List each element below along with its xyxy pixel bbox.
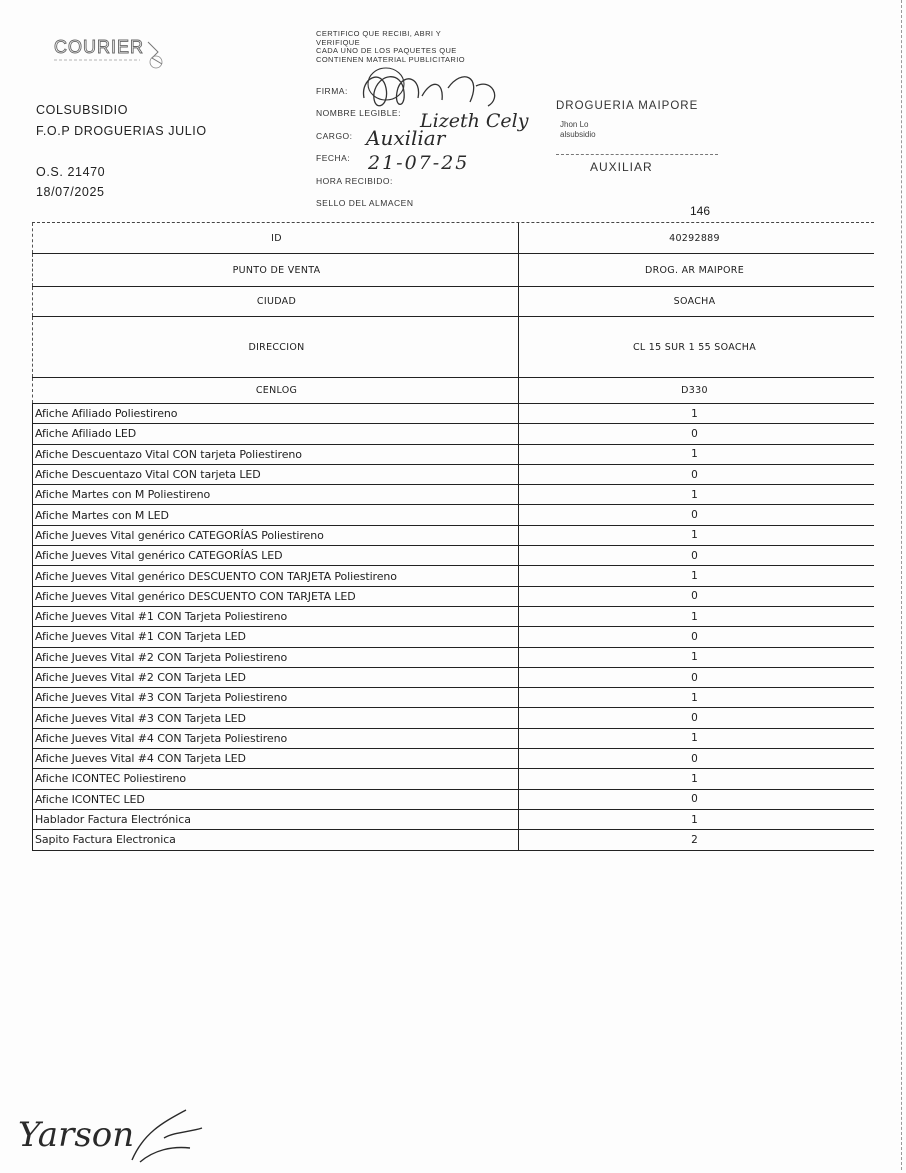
item-row [32, 627, 874, 647]
item-row [32, 769, 874, 789]
item-name: Afiche Jueves Vital #2 CON Tarjeta LED [32, 668, 519, 687]
item-qty: 1 [691, 448, 698, 461]
company-name: COLSUBSIDIO [36, 103, 129, 117]
package-count: 146 [690, 204, 711, 218]
footer-signature-graphic [14, 1102, 214, 1168]
info-row [32, 378, 874, 404]
item-name: Afiche Jueves Vital genérico CATEGORÍAS LED [32, 546, 519, 565]
item-row [32, 424, 874, 444]
courier-logo-graphic [52, 34, 174, 74]
item-qty: 0 [691, 509, 698, 522]
item-row [32, 465, 874, 485]
info-value: 40292889 [669, 232, 720, 244]
item-qty: 1 [691, 691, 698, 704]
info-label: DIRECCION [32, 317, 519, 377]
item-name: Afiche Descuentazo Vital CON tarjeta LED [32, 465, 519, 484]
item-name: Afiche Jueves Vital #4 CON Tarjeta Poliestireno [32, 729, 519, 748]
item-row [32, 485, 874, 505]
item-qty: 1 [691, 529, 698, 542]
info-row [32, 223, 874, 254]
item-name: Afiche Jueves Vital #3 CON Tarjeta Poliestireno [32, 688, 519, 707]
delivery-table [32, 222, 874, 851]
nombre-label: NOMBRE LEGIBLE: [316, 108, 401, 118]
item-name: Afiche ICONTEC Poliestireno [32, 769, 519, 788]
info-value: SOACHA [673, 296, 716, 307]
stamp-divider [556, 154, 718, 155]
sello-label: SELLO DEL ALMACEN [316, 198, 414, 208]
info-value: CL 15 SUR 1 55 SOACHA [632, 341, 757, 353]
hora-label: HORA RECIBIDO: [316, 176, 393, 186]
item-qty: 1 [691, 407, 698, 420]
item-qty: 1 [691, 813, 698, 826]
item-row [32, 505, 874, 525]
item-qty: 0 [691, 427, 698, 440]
item-name: Sapito Factura Electronica [32, 830, 519, 849]
item-name: Afiche Jueves Vital genérico CATEGORÍAS Poliestireno [32, 526, 519, 545]
item-name: Afiche Jueves Vital #4 CON Tarjeta LED [32, 749, 519, 768]
item-name: Hablador Factura Electrónica [32, 810, 519, 829]
item-row [32, 668, 874, 688]
item-name: Afiche Jueves Vital #3 CON Tarjeta LED [32, 708, 519, 727]
item-name: Afiche Afiliado Poliestireno [32, 404, 519, 423]
cert-line: CONTIENEN MATERIAL PUBLICITARIO [316, 54, 465, 64]
item-row [32, 566, 874, 586]
item-row [32, 607, 874, 627]
item-name: Afiche ICONTEC LED [32, 790, 519, 809]
item-name: Afiche Afiliado LED [32, 424, 519, 443]
courier-logo-text: COURIER [54, 37, 145, 57]
item-name: Afiche Jueves Vital genérico DESCUENTO CON TARJETA LED [32, 587, 519, 606]
item-qty: 0 [691, 549, 698, 562]
cargo-label: CARGO: [316, 131, 353, 141]
item-name: Afiche Martes con M Poliestireno [32, 485, 519, 504]
item-name: Afiche Martes con M LED [32, 505, 519, 524]
item-qty: 1 [691, 488, 698, 501]
cert-line: CERTIFICO QUE RECIBI, ABRI Y [316, 29, 442, 38]
item-qty: 1 [691, 651, 698, 664]
item-row [32, 445, 874, 465]
item-qty: 1 [691, 610, 698, 623]
item-name: Afiche Jueves Vital #2 CON Tarjeta Poliestireno [32, 648, 519, 667]
handwritten-cargo: Auxiliar [366, 126, 446, 150]
item-qty: 0 [691, 712, 698, 725]
item-row [32, 830, 874, 850]
fecha-label: FECHA: [316, 153, 351, 163]
stamp-subtext-2: alsubsidio [560, 130, 596, 139]
info-label: CENLOG [32, 378, 519, 403]
item-name: Afiche Jueves Vital #1 CON Tarjeta Poliestireno [32, 607, 519, 626]
item-qty: 0 [691, 630, 698, 643]
item-row [32, 790, 874, 810]
item-name: Afiche Jueves Vital genérico DESCUENTO CON TARJETA Poliestireno [32, 566, 519, 585]
item-qty: 0 [691, 752, 698, 765]
item-row [32, 526, 874, 546]
item-row [32, 648, 874, 668]
info-label: ID [32, 223, 519, 253]
info-label: CIUDAD [32, 287, 519, 316]
info-value: D330 [681, 385, 708, 396]
footer-signature [14, 1102, 214, 1173]
order-number: O.S. 21470 [36, 165, 106, 179]
item-row [32, 749, 874, 769]
item-row [32, 708, 874, 728]
item-row [32, 688, 874, 708]
item-qty: 1 [691, 570, 698, 583]
cert-line: VERIFIQUE [316, 37, 361, 47]
item-row [32, 587, 874, 607]
auxiliar-label: AUXILIAR [590, 160, 653, 174]
courier-logo [52, 34, 174, 74]
item-row [32, 810, 874, 830]
item-row [32, 404, 874, 424]
item-name: Afiche Jueves Vital #1 CON Tarjeta LED [32, 627, 519, 646]
firma-label: FIRMA: [316, 86, 348, 96]
info-row [32, 287, 874, 317]
client-name: F.O.P DROGUERIAS JULIO [36, 124, 207, 138]
info-row [32, 317, 874, 378]
item-qty: 1 [691, 772, 698, 785]
info-row [32, 254, 874, 287]
order-date: 18/07/2025 [36, 185, 105, 199]
stamp-subtext: Jhon Lo [560, 120, 589, 129]
cert-line: CADA UNO DE LOS PAQUETES QUE [316, 46, 457, 55]
scan-edge [901, 0, 902, 1170]
footer-signature-text: Yarson [18, 1115, 135, 1155]
item-qty: 0 [691, 590, 698, 603]
info-label: PUNTO DE VENTA [32, 254, 519, 286]
item-qty: 0 [691, 468, 698, 481]
stamp-drogueria: DROGUERIA MAIPORE [556, 100, 699, 112]
item-qty: 2 [691, 833, 698, 846]
item-qty: 0 [691, 793, 698, 806]
item-qty: 1 [691, 732, 698, 745]
item-qty: 0 [691, 671, 698, 684]
item-name: Afiche Descuentazo Vital CON tarjeta Poliestireno [32, 445, 519, 464]
item-row [32, 546, 874, 566]
handwritten-date: 21-07-25 [368, 152, 470, 174]
info-value: DROG. AR MAIPORE [644, 264, 745, 276]
item-row [32, 729, 874, 749]
handwritten-name: Lizeth Cely [420, 110, 529, 132]
